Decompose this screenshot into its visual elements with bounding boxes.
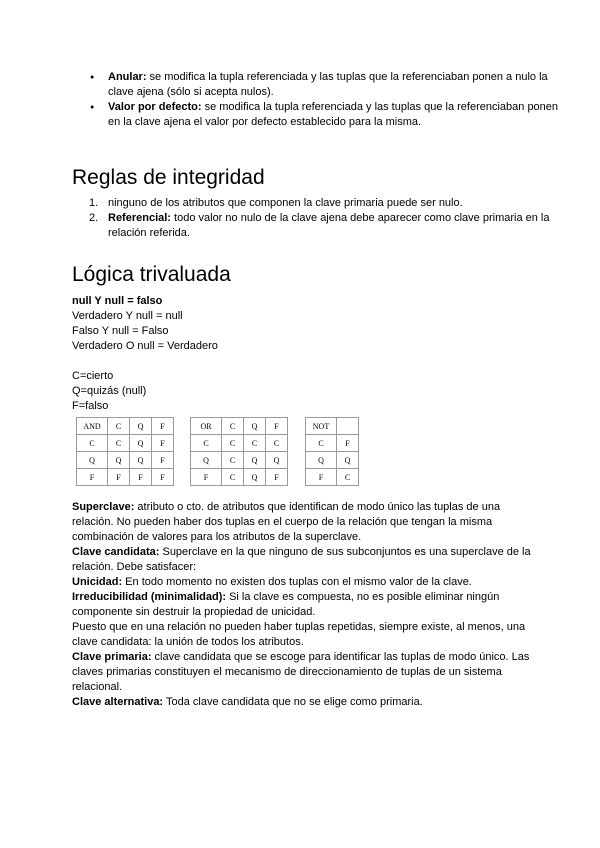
action-bullet-list: [72, 70, 568, 130]
bullet-text: se modifica la tupla referenciada y las tuplas que la referenciaban ponen a nulo la clave ajena (sólo si acepta nulos).: [108, 71, 548, 98]
not-cell: C: [306, 435, 337, 452]
or-cell: F: [191, 469, 222, 486]
definition-text: Toda clave candidata que no se elige como primaria.: [163, 696, 423, 708]
definition-text: clave candidata que se escoge para identificar las tuplas de modo único. Las claves primarias constituyen el mecanismo de direccionamiento de tuplas de un sistema relacional.: [72, 651, 530, 693]
legend-line: F=falso: [72, 400, 109, 412]
definition-term: Superclave:: [72, 501, 135, 513]
definition-text: Superclave en la que ninguno de sus subconjuntos es una superclave de la relación. Debe satisfacer:: [72, 546, 531, 573]
bullet-term: Valor por defecto:: [108, 101, 202, 113]
definition-clave-candidata: [72, 545, 532, 575]
or-cell: C: [222, 435, 244, 452]
or-truth-table: [190, 417, 288, 486]
and-header-cell: C: [108, 418, 130, 435]
heading-reglas-integridad: Reglas de integridad: [72, 166, 265, 189]
definition-clave-primaria: [72, 650, 532, 695]
rule-term: Referencial:: [108, 212, 171, 224]
or-cell: Q: [244, 469, 266, 486]
and-cell: F: [152, 435, 174, 452]
or-cell: C: [244, 435, 266, 452]
and-cell: C: [108, 435, 130, 452]
definitions-section: [72, 500, 532, 710]
definition-clave-alternativa: [72, 695, 532, 710]
or-header-cell: C: [222, 418, 244, 435]
or-header-cell: Q: [244, 418, 266, 435]
bullet-item-anular: [108, 70, 568, 100]
and-cell: Q: [130, 452, 152, 469]
or-cell: C: [222, 469, 244, 486]
and-cell: Q: [77, 452, 108, 469]
definition-term: Clave primaria:: [72, 651, 152, 663]
or-cell: C: [266, 435, 288, 452]
rule-number: 1.: [89, 197, 99, 209]
definition-text: En todo momento no existen dos tuplas con el mismo valor de la clave.: [122, 576, 472, 588]
or-cell: C: [191, 435, 222, 452]
rule-text: ninguno de los atributos que componen la clave primaria puede ser nulo.: [108, 197, 463, 209]
definition-term: Clave candidata:: [72, 546, 160, 558]
and-truth-table: [76, 417, 174, 486]
not-header-cell: [337, 418, 359, 435]
definition-term: Irreducibilidad (minimalidad):: [72, 591, 227, 603]
not-cell: C: [337, 469, 359, 486]
definition-unicidad: [72, 575, 532, 590]
or-cell: C: [222, 452, 244, 469]
not-cell: Q: [337, 452, 359, 469]
heading-logica-trivaluada: Lógica trivaluada: [72, 263, 231, 286]
bullet-text: se modifica la tupla referenciada y las tuplas que la referenciaban ponen en la clave ajena el valor por defecto establecido para la misma.: [108, 101, 559, 128]
and-cell: F: [152, 452, 174, 469]
rule-item: [89, 211, 568, 241]
definition-irreducibilidad: [72, 590, 532, 620]
or-cell: Q: [191, 452, 222, 469]
definition-text: Puesto que en una relación no pueden haber tuplas repetidas, siempre existe, al menos, una clave candidata: la unión de todos los atributos.: [72, 621, 526, 648]
logic-bold-line: null Y null = falso: [72, 295, 163, 307]
bullet-item-valor-defecto: [108, 100, 568, 130]
definition-text: Si la clave es compuesta, no es posible eliminar ningún componente sin destruir la propiedad de unicidad.: [72, 591, 500, 618]
definition-term: Unicidad:: [72, 576, 123, 588]
and-header-cell: AND: [77, 418, 108, 435]
not-cell: F: [337, 435, 359, 452]
and-cell: Q: [108, 452, 130, 469]
and-header-cell: Q: [130, 418, 152, 435]
integrity-rules-list: [72, 196, 568, 241]
not-header-cell: NOT: [306, 418, 337, 435]
and-header-cell: F: [152, 418, 174, 435]
logic-line: Falso Y null = Falso: [72, 325, 169, 337]
definition-note: [72, 620, 532, 650]
and-cell: F: [130, 469, 152, 486]
bullet-term: Anular:: [108, 71, 147, 83]
or-header-cell: OR: [191, 418, 222, 435]
legend-line: Q=quizás (null): [72, 385, 147, 397]
logic-rules: [72, 294, 532, 414]
rule-item: [89, 196, 568, 211]
definition-term: Clave alternativa:: [72, 696, 164, 708]
or-cell: Q: [266, 452, 288, 469]
not-cell: Q: [306, 452, 337, 469]
and-cell: F: [108, 469, 130, 486]
and-cell: Q: [130, 435, 152, 452]
not-cell: F: [306, 469, 337, 486]
and-cell: F: [77, 469, 108, 486]
rule-text: todo valor no nulo de la clave ajena debe aparecer como clave primaria en la relación referida.: [108, 212, 550, 239]
or-header-cell: F: [266, 418, 288, 435]
or-cell: Q: [244, 452, 266, 469]
not-truth-table: [305, 417, 359, 486]
and-cell: F: [152, 469, 174, 486]
definition-text: atributo o cto. de atributos que identifican de modo único las tuplas de una relación. No pueden haber dos tuplas en el cuerpo de la relación que tengan la misma combinación de valores para los atributos de la superclave.: [72, 501, 501, 543]
and-cell: C: [77, 435, 108, 452]
logic-line: Verdadero Y null = null: [72, 310, 183, 322]
definition-superclave: [72, 500, 532, 545]
legend-line: C=cierto: [72, 370, 114, 382]
or-cell: F: [266, 469, 288, 486]
rule-number: 2.: [89, 212, 99, 224]
logic-line: Verdadero O null = Verdadero: [72, 340, 218, 352]
